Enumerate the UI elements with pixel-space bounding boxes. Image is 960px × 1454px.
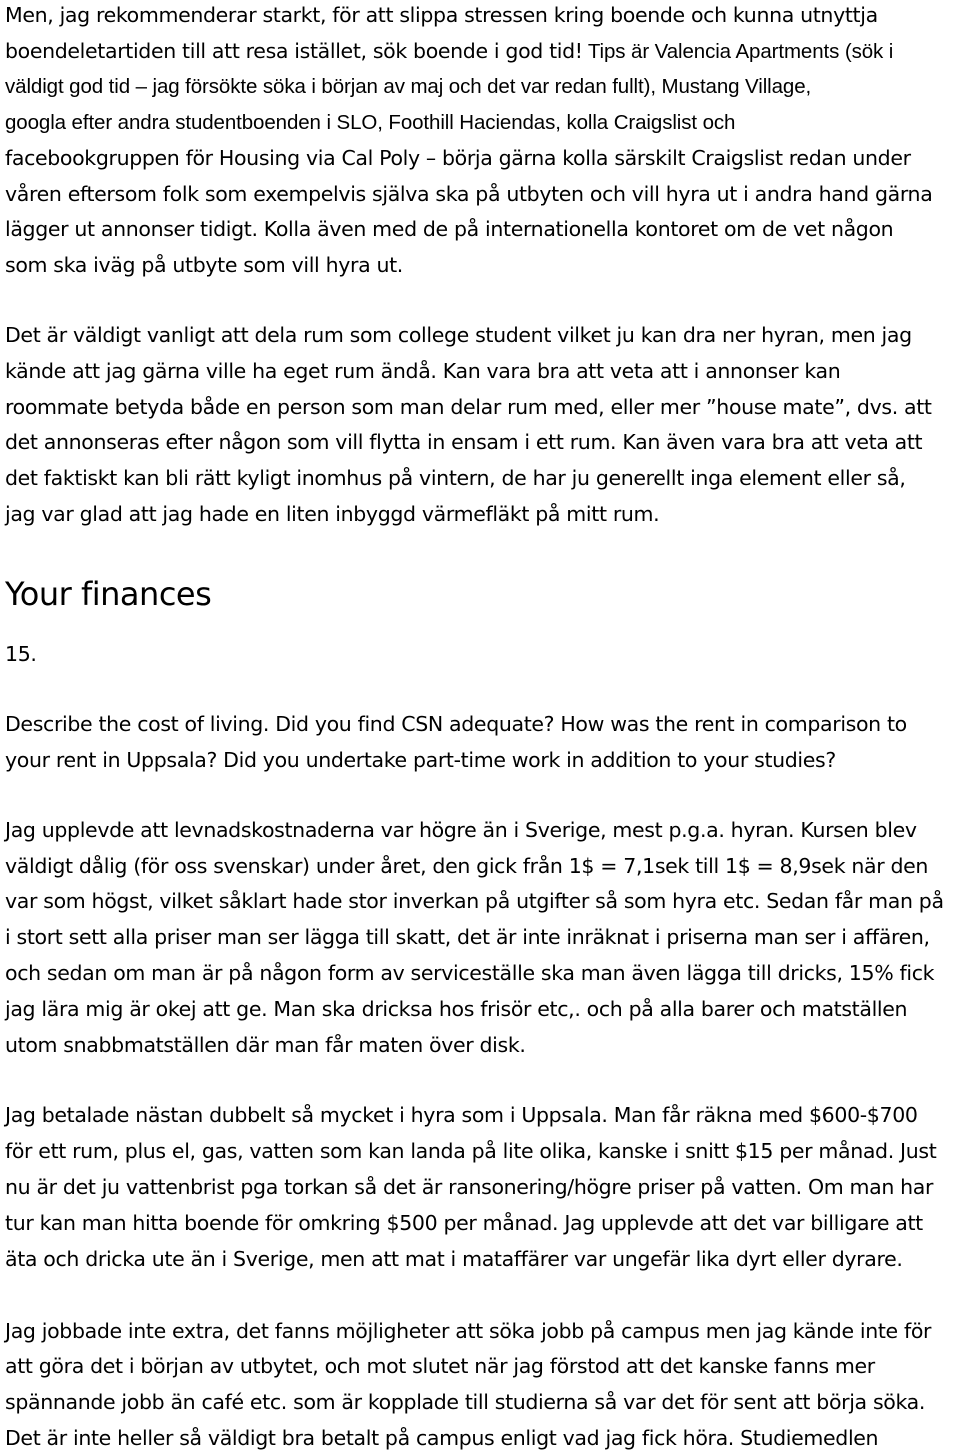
paragraph-5-line-3: spännande jobb än café etc. som är kopplade till studierna så var det för sent att börja söka.: [5, 1390, 926, 1414]
paragraph-1-line-1: Men, jag rekommenderar starkt, för att slippa stressen kring boende och kunna utnyttja: [5, 3, 878, 27]
paragraph-3-line-7: utom snabbmatställen där man får maten över disk.: [5, 1033, 526, 1057]
paragraph-5-line-4: Det är inte heller så väldigt bra betalt på campus enligt vad jag fick höra. Studiemedlen: [5, 1426, 879, 1450]
paragraph-1-line-2-part-b: Tips är Valencia Apartments (sök i: [582, 40, 894, 63]
paragraph-1-line-8: som ska iväg på utbyte som vill hyra ut.: [5, 253, 403, 277]
paragraph-4-line-4: tur kan man hitta boende för omkring $500 per månad. Jag upplevde att det var billigare att: [5, 1211, 923, 1235]
question-number: 15.: [5, 642, 37, 666]
paragraph-3-line-1: Jag upplevde att levnadskostnaderna var högre än i Sverige, mest p.g.a. hyran. Kursen blev: [5, 818, 917, 842]
section-heading-your-finances: Your finances: [5, 575, 212, 613]
paragraph-2-line-1: Det är väldigt vanligt att dela rum som college student vilket ju kan dra ner hyran, men jag: [5, 323, 912, 347]
paragraph-3-line-2: väldigt dålig (för oss svenskar) under året, den gick från 1$ = 7,1sek till 1$ = 8,9sek när den: [5, 854, 929, 878]
paragraph-2-line-5: det faktiskt kan bli rätt kyligt inomhus på vintern, de har ju generellt inga element eller så,: [5, 466, 906, 490]
question-line-2: your rent in Uppsala? Did you undertake part-time work in addition to your studies?: [5, 748, 836, 772]
paragraph-5-line-2: att göra det i början av utbytet, och mot slutet när jag förstod att det kanske fanns mer: [5, 1354, 875, 1378]
paragraph-1-line-5: facebookgruppen för Housing via Cal Poly – börja gärna kolla särskilt Craigslist redan under: [5, 146, 911, 170]
paragraph-2-line-2: kände att jag gärna ville ha eget rum ändå. Kan vara bra att veta att i annonser kan: [5, 359, 841, 383]
paragraph-3-line-5: och sedan om man är på någon form av serviceställe ska man även lägga till dricks, 15% fick: [5, 961, 935, 985]
paragraph-1-line-2-part-a: boendeletartiden till att resa istället, sök boende i god tid!: [5, 39, 583, 63]
paragraph-2-line-4: det annonseras efter någon som vill flytta in ensam i ett rum. Kan även vara bra att veta att: [5, 430, 923, 454]
paragraph-5-line-1: Jag jobbade inte extra, det fanns möjligheter att söka jobb på campus men jag kände inte för: [5, 1319, 932, 1343]
paragraph-3-line-3: var som högst, vilket såklart hade stor inverkan på utgifter så som hyra etc. Sedan får man på: [5, 889, 944, 913]
paragraph-2-line-6: jag var glad att jag hade en liten inbyggd värmefläkt på mitt rum.: [5, 502, 660, 526]
question-line-1: Describe the cost of living. Did you find CSN adequate? How was the rent in comparison to: [5, 712, 907, 736]
paragraph-2-line-3: roommate betyda både en person som man delar rum med, eller mer ”house mate”, dvs. att: [5, 395, 932, 419]
paragraph-4-line-2: för ett rum, plus el, gas, vatten som kan landa på lite olika, kanske i snitt $15 per månad. Just: [5, 1139, 937, 1163]
paragraph-1-line-2: [5, 38, 893, 65]
paragraph-4-line-3: nu är det ju vattenbrist pga torkan så det är ransonering/högre priser på vatten. Om man har: [5, 1175, 934, 1199]
paragraph-4-line-5: äta och dricka ute än i Sverige, men att mat i mataffärer var ungefär lika dyrt eller dyrare.: [5, 1247, 903, 1271]
paragraph-4-line-1: Jag betalade nästan dubbelt så mycket i hyra som i Uppsala. Man får räkna med $600-$700: [5, 1103, 918, 1127]
paragraph-3-line-6: jag lära mig är okej att ge. Man ska dricksa hos frisör etc,. och på alla barer och matställen: [5, 997, 908, 1021]
paragraph-1-line-7: lägger ut annonser tidigt. Kolla även med de på internationella kontoret om de vet någon: [5, 217, 894, 241]
paragraph-3-line-4: i stort sett alla priser man ser lägga till skatt, det är inte inräknat i priserna man ser i affären,: [5, 925, 930, 949]
paragraph-1-line-3: väldigt god tid – jag försökte söka i början av maj och det var redan fullt), Mustang Village,: [5, 75, 812, 98]
paragraph-1-line-6: våren eftersom folk som exempelvis själva ska på utbyten och vill hyra ut i andra hand gärna: [5, 182, 933, 206]
paragraph-1-line-4: googla efter andra studentboenden i SLO, Foothill Haciendas, kolla Craigslist och: [5, 111, 736, 134]
